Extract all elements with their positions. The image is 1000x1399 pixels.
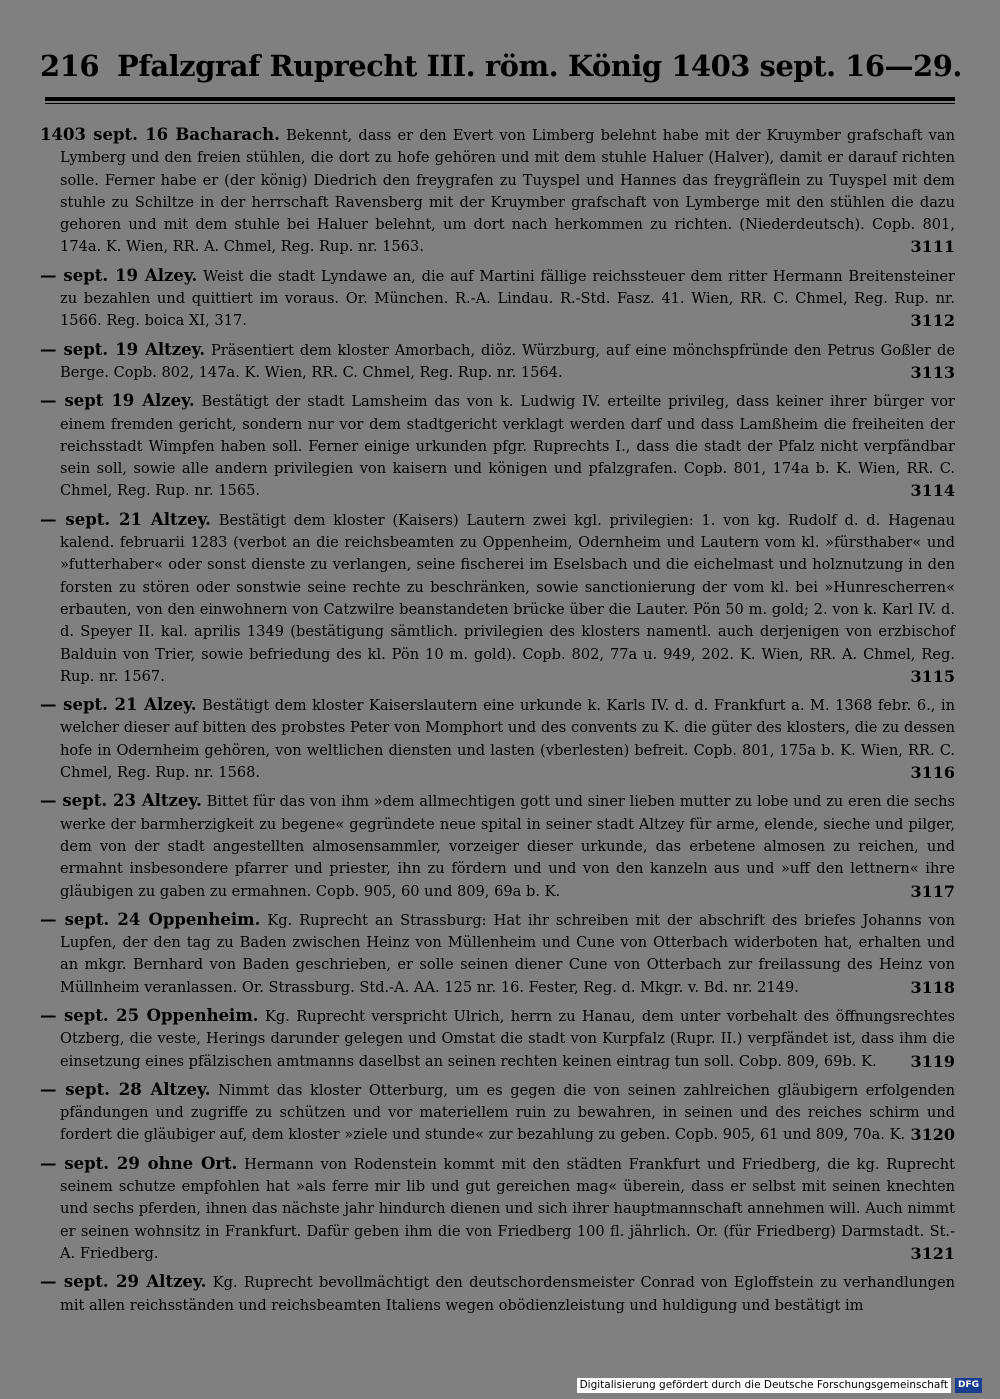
- regest-entry: [40, 790, 955, 902]
- digitization-credit: [577, 1378, 982, 1393]
- entry-text: Präsentiert dem kloster Amorbach, diöz. Würzburg, auf eine mönchspfründe den Petrus Goßler de Berge. Copb. 802, 147a. K. Wien, RR. C. Chmel, Reg. Rup. nr. 1564.: [60, 341, 956, 381]
- regest-entry: [40, 1079, 955, 1147]
- regest-entry: [40, 694, 955, 784]
- entry-text: Kg. Ruprecht verspricht Ulrich, herrn zu Hanau, dem unter vorbehalt des öffnungsrechtes Otzberg, die veste, Herings darunder gelegen und Omstat die stadt von Kurpfalz (Rupr. II.) verpfändet ist, dass ihm die einsetzung eines pfälzischen amtmanns daselbst an seinen rechten keinen eintrag tun soll. Cobp. 809, 69b. K.: [60, 1007, 956, 1070]
- entry-date: — sept. 28 Altzey.: [40, 1079, 211, 1099]
- entry-date: — sept. 21 Alzey.: [40, 695, 197, 715]
- entry-date: — sept. 29 Altzey.: [40, 1272, 207, 1292]
- entry-number: 3118: [910, 977, 955, 997]
- entry-number: 3121: [910, 1243, 955, 1263]
- entry-date: — sept. 21 Altzey.: [40, 509, 211, 529]
- entry-date: — sept. 25 Oppenheim.: [40, 1005, 259, 1025]
- dfg-logo: DFG: [955, 1378, 982, 1393]
- regest-entry: [40, 124, 955, 259]
- page-title: Pfalzgraf Ruprecht III. röm. König 1403 sept. 16—29.: [117, 49, 962, 83]
- regest-entry: [40, 390, 955, 502]
- entry-number: 3115: [910, 666, 955, 686]
- entry-text: Bestätigt dem kloster Kaiserslautern eine urkunde k. Karls IV. d. d. Frankfurt a. M. 1368 febr. 6., in welcher dieser auf bitten des probstes Peter von Momphort und des convents zu K. die güter des klosters, die zu dessen hofe in Odernheim gehören, von weltlichen diensten und lasten (vberlesten) befreit. Copb. 801, 175a b. K. Wien, RR. C. Chmel, Reg. Rup. nr. 1568.: [60, 697, 956, 782]
- entry-text: Bittet für das von ihm »dem allmechtigen gott und siner lieben mutter zu lobe und zu eren die sechs werke der barmherzigkeit zu begene« gegründete neue spital in seiner stadt Altzey für arme, elende, sieche und pilger, dem von der stadt angestellten almosensammler, vorzeiger dieser urkunde, das erbetene almosen zu reichen, und ermahnt insbesondere pfarrer und priester, ihn zu fördern und und von den kanzeln aus und »uff den lettnern« ihre gläubigen zu gaben zu ermahnen. Copb. 905, 60 und 809, 69a b. K.: [60, 793, 956, 900]
- regest-entry: [40, 339, 955, 385]
- entry-date: — sept 19 Alzey.: [40, 391, 195, 411]
- entry-number: 3112: [910, 311, 955, 331]
- entry-text: Kg. Ruprecht an Strassburg: Hat ihr schreiben mit der abschrift des briefes Johanns von Lupfen, der den tag zu Baden zwischen Heinz von Müllenheim und Cune von Otterbach widerboten hat, erhalten und an mkgr. Bernhard von Baden geschrieben, er solle seinen diener Cune von Otterbach zur freilassung des Heinz von Müllnheim veranlassen. Or. Strassburg. Std.-A. AA. 125 nr. 16. Fester, Reg. d. Mkgr. v. Bd. nr. 2149.: [60, 911, 955, 996]
- header-rule-thin: [45, 103, 955, 104]
- header-rule: [45, 97, 955, 101]
- entry-date: — sept. 23 Altzey.: [40, 791, 202, 811]
- regest-entry: [40, 1271, 955, 1317]
- entry-date: — sept. 24 Oppenheim.: [40, 909, 261, 929]
- regest-entry: [40, 509, 955, 688]
- entry-text: Weist die stadt Lyndawe an, die auf Martini fällige reichssteuer dem ritter Hermann Breitensteiner zu bezahlen und quittiert im voraus. Or. München. R.-A. Lindau. R.-Std. Fasz. 41. Wien, RR. C. Chmel, Reg. Rup. nr. 1566. Reg. boica XI, 317.: [60, 267, 956, 330]
- regest-entry: [40, 1153, 955, 1265]
- entry-date: — sept. 29 ohne Ort.: [40, 1153, 238, 1173]
- entry-number: 3111: [910, 237, 955, 257]
- entry-text: Nimmt das kloster Otterburg, um es gegen die von seinen zahlreichen gläubigern erfolgenden pfändungen und zugriffe zu schützen und vor materiellem ruin zu bewahren, in seinen und des reiches schirm und fordert die gläubiger auf, dem kloster »ziele und stunde« zur bezahlung zu geben. Copb. 905, 61 und 809, 70a. K.: [60, 1081, 955, 1144]
- entry-number: 3114: [910, 481, 955, 501]
- entry-text: Hermann von Rodenstein kommt mit den städten Frankfurt und Friedberg, die kg. Ruprecht seinem schutze empfohlen hat »als ferre mir lib und gut gereichen mag« überein, dass er selbst mit seinen knechten und sechs pferden, ihnen das nächste jahr hindurch dienen und sich ihrer hauptmannschaft annehmen will. Auch nimmt er seinen wohnsitz in Frankfurt. Dafür geben ihm die von Friedberg 100 fl. jährlich. Or. (für Friedberg) Darmstadt. St.-A. Friedberg.: [60, 1155, 955, 1262]
- entry-text: Bekennt, dass er den Evert von Limberg belehnt habe mit der Kruymber grafschaft van Lymberg und den freien stühlen, die dort zu hofe gehören und mit dem stuhle Haluer (Halver), damit er darauf richten solle. Ferner habe er (der könig) Diedrich den freygrafen zu Tuyspel und Hannes das freygräflein zu Tuyspel mit dem stuhle zu Schiltze in der herrschaft Ravensberg mit der Kruymber grafschaft von Lymberge mit den stühlen die dazu gehoren und mit dem stuhle bei Haluer belehnt, um dort nach herkommen zu richten. (Niederdeutsch). Copb. 801, 174a. K. Wien, RR. A. Chmel, Reg. Rup. nr. 1563.: [60, 127, 955, 256]
- entry-text: Kg. Ruprecht bevollmächtigt den deutschordensmeister Conrad von Egloffstein zu verhandlungen mit allen reichsständen und reichsbeamten Italiens wegen obödienzleistung und huldigung und bestätigt im: [60, 1274, 955, 1314]
- credit-text: Digitalisierung gefördert durch die Deutsche Forschungsgemeinschaft: [577, 1378, 951, 1393]
- page-header: [40, 48, 960, 84]
- entry-date: 1403 sept. 16 Bacharach.: [40, 125, 280, 144]
- regest-entry: [40, 265, 955, 333]
- entry-number: 3119: [910, 1051, 955, 1071]
- entry-number: 3116: [910, 763, 955, 783]
- page-number: 216: [40, 49, 100, 83]
- entry-text: Bestätigt der stadt Lamsheim das von k. Ludwig IV. erteilte privileg, dass keiner ihrer bürger vor einem fremden gericht, sondern nur vor dem stadtgericht verklagt werden darf und dass Lamßheim die freiheiten der reichsstadt Wimpfen haben soll. Ferner einige urkunden pfgr. Ruprechts I., dass die stadt der Pfalz nicht verpfändbar sein soll, sowie alle andern privilegien von kaisern und königen und pfalzgrafen. Copb. 801, 174a b. K. Wien, RR. C. Chmel, Reg. Rup. nr. 1565.: [60, 393, 955, 500]
- entry-text: Bestätigt dem kloster (Kaisers) Lautern zwei kgl. privilegien: 1. von kg. Rudolf d. d. Hagenau kalend. februarii 1283 (verbot an die reichsbeamten zu Oppenheim, Odernheim und Lautern vom kl. »fürsthaber« und »futterhaber« oder sonst dienste zu verlangen, seine fischerei im Eselsbach und die eichelmast und holznutzung in den forsten zu stören oder sonstwie seine rechte zu beschränken, sowie sanctionierung der vom kl. bei »Hunrescherren« erbauten, von den einwohnern von Catzwilre beanstandeten brücke über die Lauter. Pön 50 m. gold; 2. von k. Karl IV. d. d. Speyer II. kal. aprilis 1349 (bestätigung sämtlich. privilegien des klosters namentl. auch derjenigen von erzbischof Balduin von Trier, sowie befriedung des kl. Pön 10 m. gold). Copb. 802, 77a u. 949, 202. K. Wien, RR. A. Chmel, Reg. Rup. nr. 1567.: [60, 511, 955, 685]
- regest-entry: [40, 909, 955, 999]
- regest-list: [40, 124, 955, 1323]
- regest-entry: [40, 1005, 955, 1073]
- entry-date: — sept. 19 Alzey.: [40, 265, 198, 285]
- entry-number: 3120: [910, 1125, 955, 1145]
- entry-number: 3113: [910, 362, 955, 382]
- entry-number: 3117: [910, 881, 955, 901]
- entry-date: — sept. 19 Altzey.: [40, 339, 206, 359]
